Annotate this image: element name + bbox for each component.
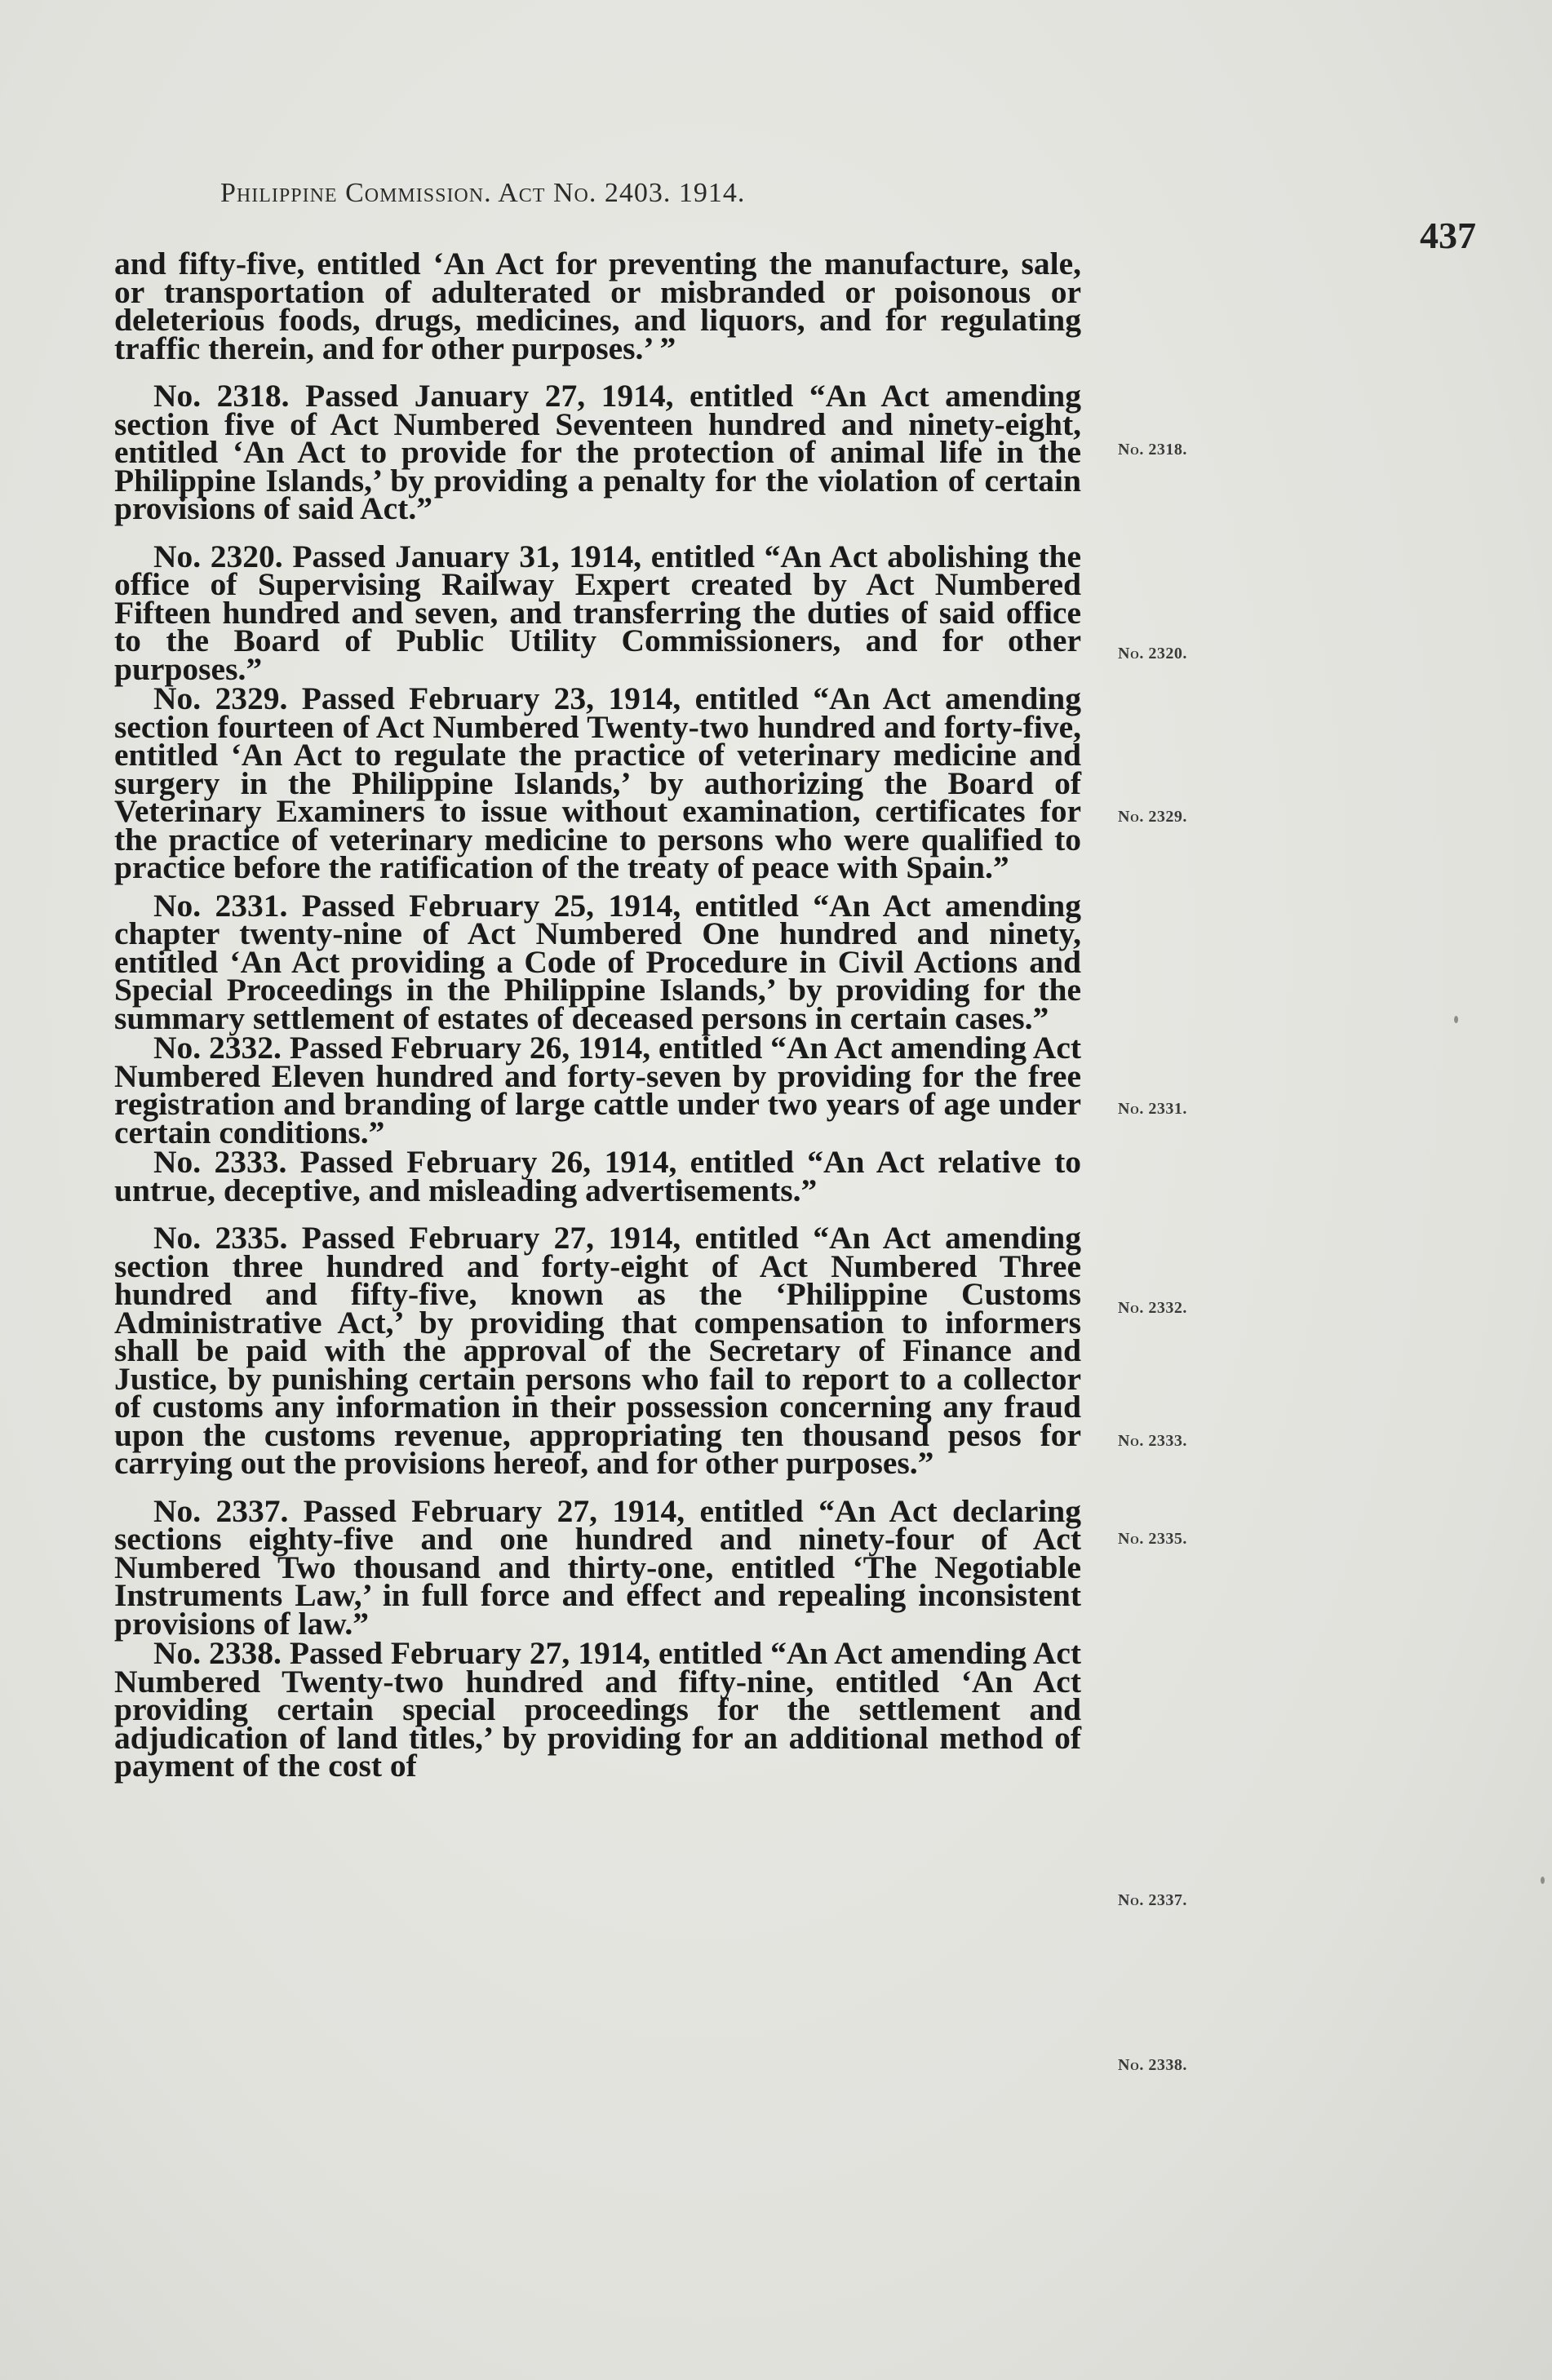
margin-note-2331: No. 2331.: [1118, 1100, 1187, 1118]
margin-note-2329: No. 2329.: [1118, 808, 1187, 826]
margin-note-2338: No. 2338.: [1118, 2056, 1187, 2074]
margin-note-2318: No. 2318.: [1118, 441, 1187, 459]
body-text: [114, 246, 1081, 1784]
paragraph-act-2337: No. 2337. Passed February 27, 1914, entitled “An Act declaring sections eighty-five and one hundred and ninety-four of Act Numbered Two thousand and thirty-one, entitled ‘The Negotiable Instruments Law,’ in full force and effect and repealing inconsistent provisions of law.”: [114, 1492, 1081, 1642]
paper-speck: [1541, 1877, 1545, 1884]
margin-note-2332: No. 2332.: [1118, 1299, 1187, 1317]
paragraph-act-2331: No. 2331. Passed February 25, 1914, entitled “An Act amending chapter twenty-nine of Act Numbered One hundred and ninety, entitled ‘An Act providing a Code of Procedure in Civil Actions and Special Proceedings in the Philippine Islands,’ by providing for the summary settlement of estates of deceased persons in certain cases.”: [114, 887, 1081, 1036]
paragraph-act-2338: No. 2338. Passed February 27, 1914, entitled “An Act amending Act Numbered Twenty-two hundred and fifty-nine, entitled ‘An Act providing certain special proceedings for the settlement and adjudication of land titles,’ by providing for an additional method of payment of the cost of: [114, 1635, 1081, 1784]
margin-note-2333: No. 2333.: [1118, 1432, 1187, 1450]
paragraph-act-2335: No. 2335. Passed February 27, 1914, entitled “An Act amending section three hundred and forty-eight of Act Numbered Three hundred and fifty-five, known as the ‘Philippine Customs Administrative Act,’ by providing that compensation to informers shall be paid with the approval of the Secretary of Finance and Justice, by punishing certain persons who fail to report to a collector of customs any information in their possession concerning any fraud upon the customs revenue, appropriating ten thousand pesos for carrying out the provisions hereof, and for other purposes.”: [114, 1220, 1081, 1481]
paragraph-act-2333: No. 2333. Passed February 26, 1914, entitled “An Act relative to untrue, deceptive, and misleading advertisements.”: [114, 1144, 1081, 1208]
margin-note-2320: No. 2320.: [1118, 645, 1187, 663]
paragraph-act-2329: No. 2329. Passed February 23, 1914, entitled “An Act amending section fourteen of Act Numbered Twenty-two hundred and forty-five, entitled ‘An Act to regulate the practice of veterinary medicine and surgery in the Philippine Islands,’ by authorizing the Board of Veterinary Examiners to issue without examination, certificates for the practice of veterinary medicine to persons who were qualified to practice before the ratification of the treaty of peace with Spain.”: [114, 680, 1081, 885]
paragraph-act-2332: No. 2332. Passed February 26, 1914, entitled “An Act amending Act Numbered Eleven hundred and forty-seven by providing for the free registration and branding of large cattle under two years of age under certain conditions.”: [114, 1030, 1081, 1150]
paragraph-continued: and fifty-five, entitled ‘An Act for preventing the manufacture, sale, or transportation of adulterated or misbranded or poisonous or deleterious foods, drugs, medicines, and liquors, and for regulating traffic therein, and for other purposes.’ ”: [114, 246, 1081, 366]
running-head: Philippine Commission. Act No. 2403. 1914.: [220, 178, 746, 208]
page-number: 437: [1420, 215, 1476, 256]
margin-note-2337: No. 2337.: [1118, 1891, 1187, 1909]
paper-speck: [1454, 1016, 1458, 1023]
paragraph-act-2318: No. 2318. Passed January 27, 1914, entitled “An Act amending section five of Act Numbered Seventeen hundred and ninety-eight, entitled ‘An Act to provide for the protection of animal life in the Philippine Islands,’ by providing a penalty for the violation of certain provisions of said Act.”: [114, 378, 1081, 526]
margin-note-2335: No. 2335.: [1118, 1530, 1187, 1548]
paragraph-act-2320: No. 2320. Passed January 31, 1914, entitled “An Act abolishing the office of Supervising Railway Expert created by Act Numbered Fifteen hundred and seven, and transferring the duties of said office to the Board of Public Utility Commissioners, and for other purposes.”: [114, 538, 1081, 687]
